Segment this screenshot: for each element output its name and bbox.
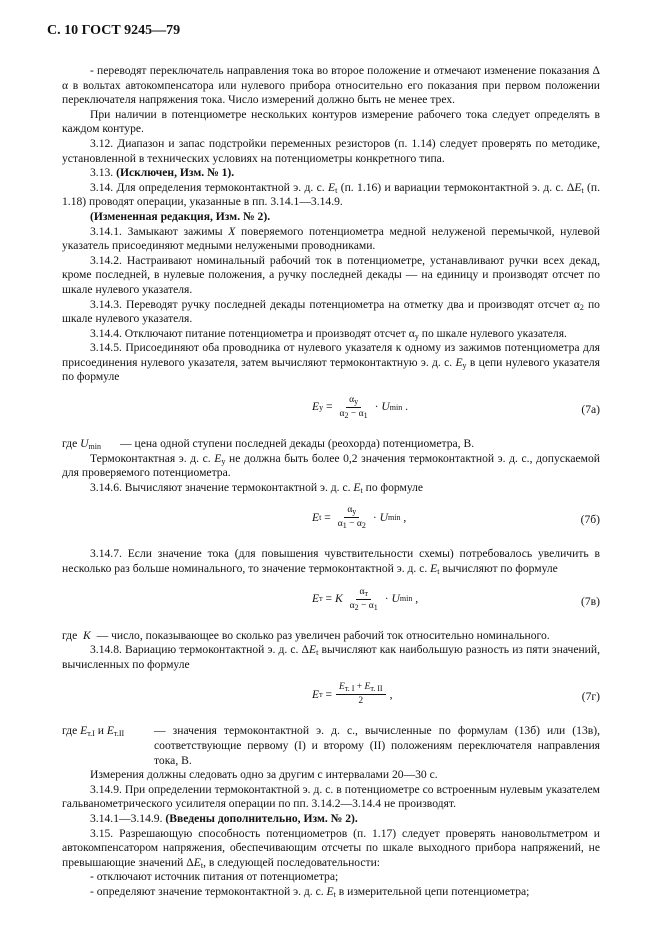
document-body [62,64,600,900]
paragraph: 3.14.3. Переводят ручку последней декады потенциометра на отметку два и производят отсчет $\alpha_2$ по шкале нулевого указателя. [62,297,600,326]
page-header: С. 10 ГОСТ 9245—79 [47,23,181,38]
paragraph [62,166,600,181]
amendment-note: (Измененная редакция, Изм. № 2). [90,209,271,223]
formula-number: (7в) [581,594,600,608]
clause-number: 3.13. [90,166,114,180]
paragraph: - переводят переключатель направления тока во второе положение и отмечают изменение показания Δ α в вольтах автокомпенсатора или нулевого прибора относительно его показания при первом положении переключателя напряжения тока. Число измерений должно быть не менее трех. [62,64,600,107]
formula-7v: E т = K $\frac{\alpha_т}{\alpha_2 - \alpha_1}$ · U min , (7в) [312,586,600,612]
paragraph: 3.14.1—3.14.9. (Введены дополнительно, Изм. № 2). [90,811,358,825]
paragraph: 3.14.4. Отключают питание потенциометра и производят отсчет $\alpha_y$ по шкале нулевого указателя. [90,326,567,341]
formula-legend: где $U_{min}$ — цена одной ступени последней декады (реохорда) потенциометра, В. [62,437,475,452]
paragraph: 3.14.8. Вариацию термоконтактной э. д. с. $\Delta E_t$ вычисляют как наибольшую разность из пяти значений, вычисленных по формуле [62,643,600,671]
formula-number: (7г) [581,690,600,704]
paragraph: Термоконтактная э. д. с. $E_y$ не должна быть более 0,2 значения термоконтактной э. д. с., допускаемой для проверяемого потенциометра. [62,451,601,480]
formula-legend: где $E_{т.I}$ и $E_{т.II}$ — значения термоконтактной э. д. с., вычисленные по формулам (13б) или (13в), соответствующие первому (I) и второму (II) положениям переключателя направления тока, В. [62,724,600,767]
paragraph: 3.15. Разрешающую способность потенциометров (п. 1.17) следует проверять нановольтметром и автокомпенсатором напряжения, обеспечивающим отсчеты по шкале выходного прибора напряжений, не превышающие значений $\Delta E_t$, в следующей последовательности: [62,826,600,870]
paragraph: 3.14.5. Присоединяют оба проводника от нулевого указателя к одному из зажимов потенциометра для присоединения нулевого указателя, затем вычисляют термоконтактную э. д. с. $E_y$ в цепи нулевого указателя по формуле [62,341,600,384]
paragraph: 3.14. Для определения термоконтактной э. д. с. $E_t$ (п. 1.16) и вариации термоконтактной э. д. с. $\Delta E_t$ (п. 1.18) проводят операции, указанные в пп. 3.14.1—3.14.9. [62,180,601,209]
paragraph: 3.14.2. Настраивают номинальный рабочий ток в потенциометре, устанавливают ручки всех декад, кроме последней, в нулевые положения, а ручку последней декады — на единицу и производят отсчет по шкале нулевого указателя. [62,253,600,296]
paragraph: 3.14.7. Если значение тока (для повышения чувствительности схемы) потребовалось увеличить в несколько раз больше номинального, то значение термоконтактной э. д. с. $E_t$ вычисляют по формуле [62,547,600,577]
list-item: - отключают источник питания от потенциометра; [90,870,339,884]
paragraph: Измерения должны следовать одно за другим с интервалами 20—30 с. [90,768,438,782]
paragraph: 3.14.9. При определении термоконтактной э. д. с. в потенциометре со встроенным нулевым указателем гальванометрического усилителя операции по пп. 3.14.2—3.14.4 не производят. [62,782,600,811]
formula-number: (7а) [581,403,600,417]
formula-number: (7б) [580,513,600,527]
formula-7g: E т = $\frac{E_{т. I} + E_{т. II}}{2}$ , (7г) [312,682,600,707]
paragraph: 3.14.6. Вычисляют значение термоконтактной э. д. с. $E_t$ по формуле [90,480,424,495]
formula-7b: E t = $\frac{\alpha_y}{\alpha_1 - \alpha_2}$ · U min , (7б) [312,505,600,531]
paragraph: При наличии в потенциометре нескольких контуров измерение рабочего тока следует определять в каждом контуре. [62,107,600,136]
formula-legend: где K — число, показывающее во сколько раз увеличен рабочий ток относительно номинального. [62,628,550,642]
paragraph: 3.14.1. Замыкают зажимы X поверяемого потенциометра медной нелуженой перемычкой, нулевой указатель присоединяют медными нелужеными проводниками. [62,224,600,253]
paragraph: 3.12. Диапазон и запас подстройки переменных резисторов (п. 1.14) следует проверять по методике, установленной в технических условиях на потенциометры конкретного типа. [62,136,600,165]
amendment-note: (Исключен, Изм. № 1). [116,166,235,180]
list-item: - определяют значение термоконтактной э. д. с. $E_t$ в измерительной цепи потенциометра; [90,884,530,899]
formula-7a: E y = $\frac{\alpha_y}{\alpha_2 - \alpha_1}$ · U min . (7а) [312,395,600,421]
amendment-note: (Введены дополнительно, Изм. № 2). [165,811,358,825]
